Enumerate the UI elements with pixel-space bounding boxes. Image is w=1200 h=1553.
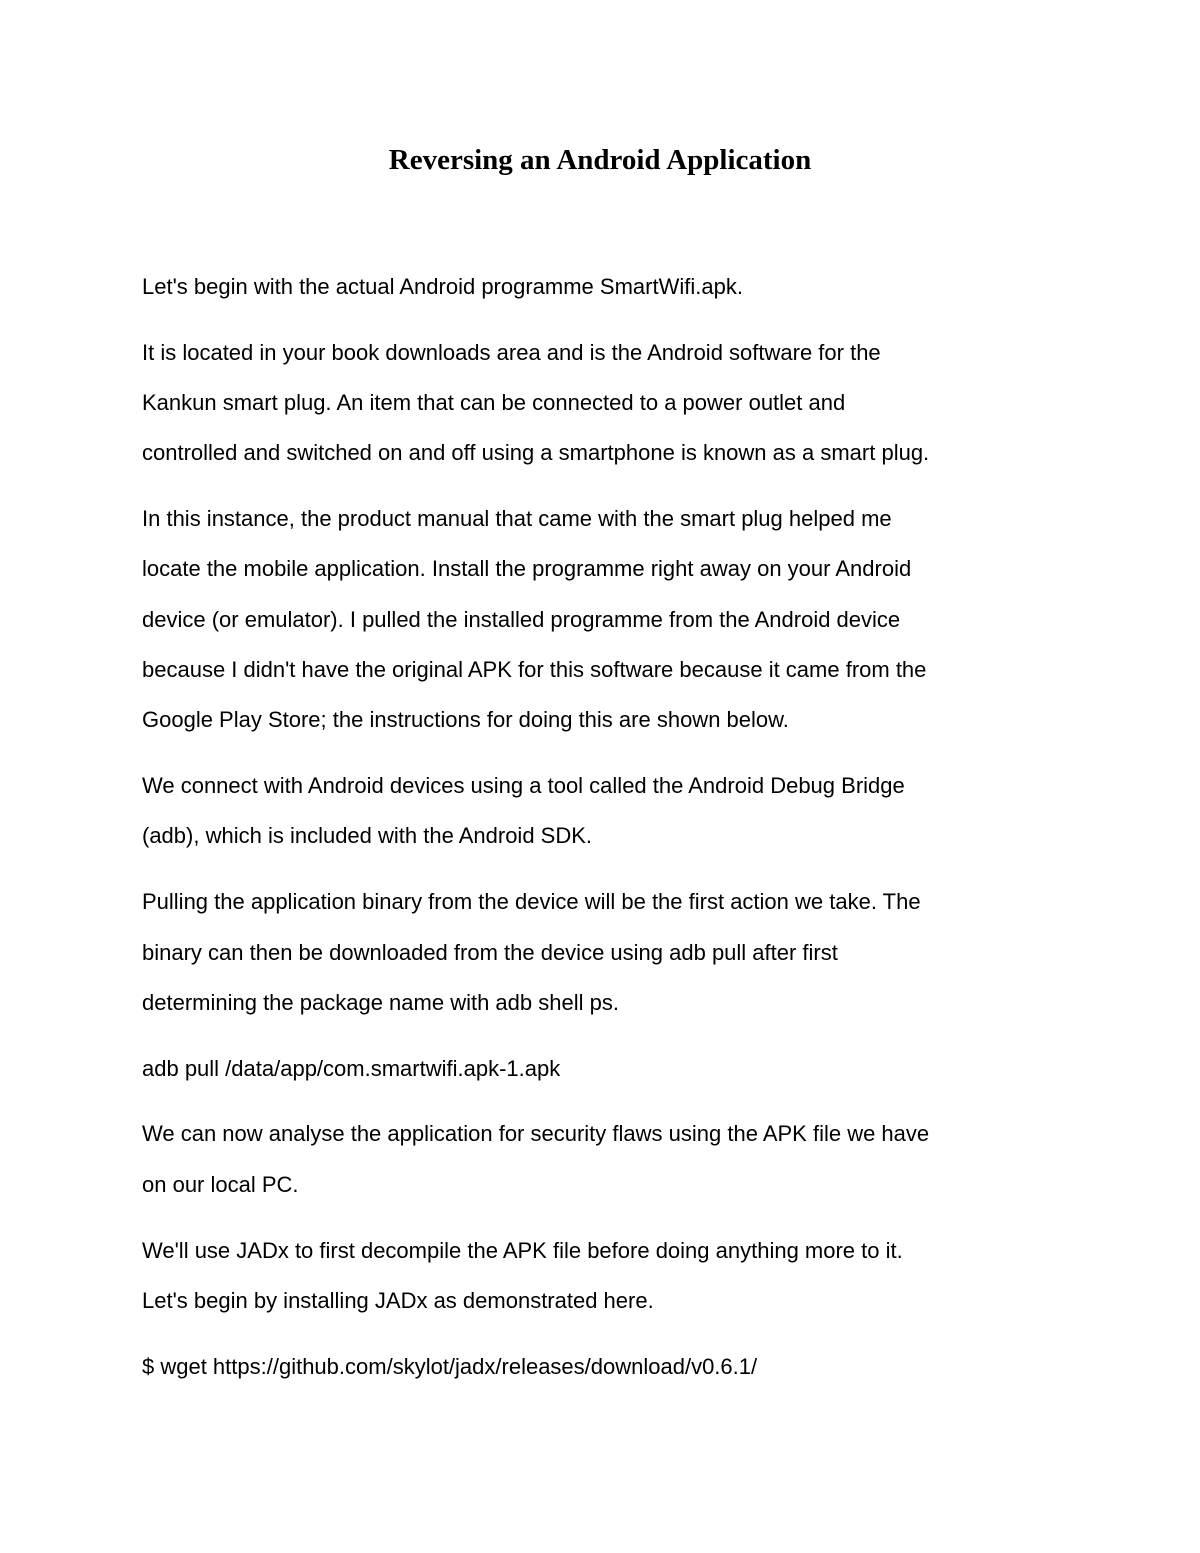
paragraph-line: In this instance, the product manual that came with the smart plug helped me <box>142 506 892 532</box>
paragraph-line: Google Play Store; the instructions for doing this are shown below. <box>142 707 789 733</box>
paragraph-intro <box>142 262 1062 312</box>
paragraph-line: (adb), which is included with the Android SDK. <box>142 823 593 849</box>
paragraph-line: device (or emulator). I pulled the installed programme from the Android device <box>142 606 901 632</box>
paragraph-jadx <box>142 1226 1062 1327</box>
paragraph-line: binary can then be downloaded from the device using adb pull after first <box>142 939 838 965</box>
paragraph-adb-pull-command <box>142 1044 1062 1094</box>
paragraph-instance <box>142 494 1062 745</box>
paragraph-adb <box>142 761 1062 862</box>
paragraph-line: because I didn't have the original APK for this software because it came from the <box>142 657 927 683</box>
paragraph-line: on our local PC. <box>142 1171 299 1197</box>
paragraph-line: determining the package name with adb shell ps. <box>142 989 619 1015</box>
paragraph-line: We connect with Android devices using a tool called the Android Debug Bridge <box>142 773 905 799</box>
paragraph-line: adb pull /data/app/com.smartwifi.apk-1.apk <box>142 1055 561 1081</box>
paragraph-wget-command <box>142 1342 1062 1392</box>
paragraph-smart-plug <box>142 328 1062 479</box>
paragraph-pulling <box>142 877 1062 1028</box>
paragraph-line: We can now analyse the application for security flaws using the APK file we have <box>142 1121 930 1147</box>
document-title: Reversing an Android Application <box>388 144 812 176</box>
paragraph-line: locate the mobile application. Install the programme right away on your Android <box>142 556 912 582</box>
paragraph-line: $ wget https://github.com/skylot/jadx/releases/download/v0.6.1/ <box>142 1353 758 1379</box>
paragraph-line: Pulling the application binary from the device will be the first action we take. The <box>142 889 921 915</box>
paragraph-line: controlled and switched on and off using a smartphone is known as a smart plug. <box>142 440 930 466</box>
document-body <box>142 262 1062 1407</box>
paragraph-line: Let's begin with the actual Android programme SmartWifi.apk. <box>142 274 743 299</box>
paragraph-line: We'll use JADx to first decompile the APK file before doing anything more to it. <box>142 1237 903 1263</box>
paragraph-line: It is located in your book downloads area and is the Android software for the <box>142 339 881 365</box>
paragraph-line: Let's begin by installing JADx as demonstrated here. <box>142 1287 654 1313</box>
paragraph-line: Kankun smart plug. An item that can be connected to a power outlet and <box>142 390 846 416</box>
paragraph-analyse <box>142 1109 1062 1210</box>
